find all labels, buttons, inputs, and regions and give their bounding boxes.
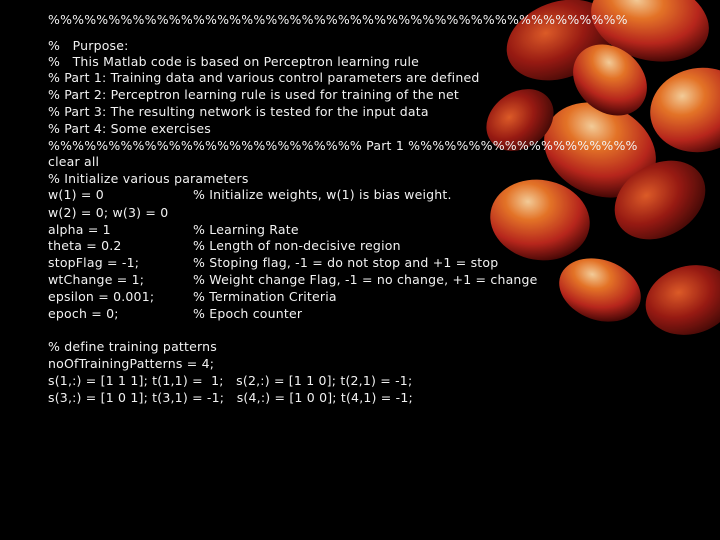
param-comment-alpha: % Learning Rate [193,222,299,237]
description-comment: % This Matlab code is based on Perceptron learning rule [48,54,420,69]
training-row-1: s(1,:) = [1 1 1]; t(1,1) = 1; s(2,:) = [1 1 0]; t(2,1) = -1; [48,373,413,388]
training-row-2: s(3,:) = [1 0 1]; t(3,1) = -1; s(4,:) = [1 0 0]; t(4,1) = -1; [48,390,413,405]
param-comment-epoch: % Epoch counter [193,306,303,321]
part1-banner: %%%%%%%%%%%%%%%%%%%%%%%%%% Part 1 %%%%%%%%%%%%%%%%%%% [48,138,638,153]
header-border-line: %%%%%%%%%%%%%%%%%%%%%%%%%%%%%%%%%%%%%%%%%%%%%%%% [48,12,628,27]
param-code-stopflag: stopFlag = -1; [48,255,140,270]
param-code-wtchange: wtChange = 1; [48,272,145,287]
param-code-alpha: alpha = 1 [48,222,111,237]
param-code-theta: theta = 0.2 [48,238,122,253]
param-comment-w1: % Initialize weights, w(1) is bias weight. [193,187,452,202]
param-comment-theta: % Length of non-decisive region [193,238,401,253]
part1-comment: % Part 1: Training data and various control parameters are defined [48,70,480,85]
clear-all-line: clear all [48,154,100,169]
part3-comment: % Part 3: The resulting network is tested for the input data [48,104,429,119]
param-code-epsilon: epsilon = 0.001; [48,289,155,304]
init-params-comment: % Initialize various parameters [48,171,249,186]
part2-comment: % Part 2: Perceptron learning rule is used for training of the net [48,87,460,102]
training-count-line: noOfTrainingPatterns = 4; [48,356,215,371]
param-code-w2-w3: w(2) = 0; w(3) = 0 [48,205,169,220]
purpose-comment: % Purpose: [48,38,129,53]
param-comment-stopflag: % Stoping flag, -1 = do not stop and +1 = stop [193,255,499,270]
training-patterns-comment: % define training patterns [48,339,217,354]
param-comment-wtchange: % Weight change Flag, -1 = no change, +1 = change [193,272,538,287]
param-code-w1: w(1) = 0 [48,187,104,202]
param-code-epoch: epoch = 0; [48,306,119,321]
param-comment-epsilon: % Termination Criteria [193,289,337,304]
part4-comment: % Part 4: Some exercises [48,121,211,136]
